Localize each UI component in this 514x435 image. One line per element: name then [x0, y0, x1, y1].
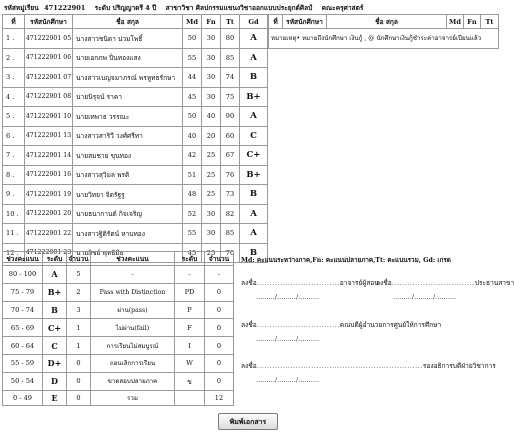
- student-row: [3, 107, 268, 127]
- student-md: 42: [183, 146, 202, 166]
- remarks-header-tt: Tt: [481, 15, 499, 29]
- student-tt: 80: [221, 29, 240, 49]
- student-tt: 67: [221, 146, 240, 166]
- remarks-header-fn: Fn: [464, 15, 481, 29]
- grade-letter: B+: [43, 283, 67, 301]
- grade-count: 1: [67, 319, 91, 337]
- student-row: [3, 48, 268, 68]
- student-grade: A: [240, 204, 268, 224]
- student-row: [3, 146, 268, 166]
- student-row: [3, 68, 268, 88]
- sign-label: ลงชื่อ: [241, 362, 257, 370]
- student-id: 471222901 07: [25, 68, 73, 88]
- student-grade: B: [240, 68, 268, 88]
- student-tt: 73: [221, 185, 240, 205]
- print-document-button[interactable]: พิมพ์เอกสาร: [218, 413, 278, 430]
- grade-code-count: -: [205, 266, 234, 284]
- sign-label: ลงชื่อ: [241, 279, 257, 287]
- student-grade: B: [240, 243, 268, 263]
- student-grade: A: [240, 48, 268, 68]
- grade-range: 75 - 79: [3, 283, 43, 301]
- remarks-header-name: ชื่อ สกุล: [327, 15, 447, 29]
- grade-count: 3: [67, 301, 91, 319]
- teacher-role: อาจารย์ผู้สอน: [339, 279, 379, 287]
- legend-block: [241, 255, 498, 265]
- student-md: 48: [183, 185, 202, 205]
- grade-summary-table: [2, 251, 234, 406]
- student-fn: 30: [202, 204, 221, 224]
- grade-code: P: [175, 301, 205, 319]
- grade-desc: Pass with Distinction: [91, 283, 175, 301]
- remarks-note-row: [269, 29, 499, 49]
- student-fn: 30: [202, 224, 221, 244]
- student-id: 471222901 20: [25, 204, 73, 224]
- student-grade: C+: [240, 146, 268, 166]
- sign-dots-extra: ................................: [339, 362, 423, 370]
- chair-signature-row: [376, 277, 514, 288]
- student-name: นางสาวเบญจมาภรณ์ พรหูทธรักษา: [73, 68, 183, 88]
- grade-code-count: 0: [205, 283, 234, 301]
- faculty: คณะครุศาสตร์: [321, 4, 364, 12]
- student-row: [3, 165, 268, 185]
- student-tt: 75: [221, 87, 240, 107]
- grade-letter: A: [43, 266, 67, 284]
- student-grade: B+: [240, 165, 268, 185]
- student-no: 3 .: [3, 68, 25, 88]
- grade-code: ข: [175, 372, 205, 390]
- grades-header-range2: ช่วงคะแนน: [91, 252, 175, 266]
- student-no: 10 .: [3, 204, 25, 224]
- student-no: 9 .: [3, 185, 25, 205]
- grade-row: [3, 354, 234, 372]
- student-tt: 82: [221, 204, 240, 224]
- total-sum: 12: [205, 390, 234, 405]
- col-header-gd: Gd: [240, 15, 268, 29]
- student-fn: 20: [202, 126, 221, 146]
- sign-dots: ................................: [391, 279, 475, 287]
- student-fn: 30: [202, 48, 221, 68]
- grades-header-range: ช่วงคะแนน: [3, 252, 43, 266]
- student-grade: B+: [240, 87, 268, 107]
- col-header-fn: Fn: [202, 15, 221, 29]
- student-fn: 40: [202, 107, 221, 127]
- student-grade: A: [240, 107, 268, 127]
- grades-header-count: จำนวน: [67, 252, 91, 266]
- student-name: นายนิรุจน์ ราคา: [73, 87, 183, 107]
- student-name: นายเอกภพ ปิ่นทองแสง: [73, 48, 183, 68]
- grade-code-count: 0: [205, 337, 234, 355]
- remarks-header-no: ที่: [269, 15, 283, 29]
- students-header-row: [3, 15, 268, 29]
- student-grade: A: [240, 224, 268, 244]
- student-no: 1 .: [3, 29, 25, 49]
- grades-header-grade2: ระดับ: [175, 252, 205, 266]
- grade-code-count: 0: [205, 301, 234, 319]
- student-no: 11 .: [3, 224, 25, 244]
- grade-row: [3, 337, 234, 355]
- student-tt: 74: [221, 68, 240, 88]
- registrar-signature-row: [241, 360, 496, 371]
- grade-count: 1: [67, 337, 91, 355]
- student-row: [3, 204, 268, 224]
- student-name: นางสาวสาริวี วงศ์ศรีทา: [73, 126, 183, 146]
- sign-dots: ................................: [256, 362, 340, 370]
- student-id: 471222901 10: [25, 107, 73, 127]
- center-signature-row: [241, 319, 441, 330]
- col-header-name: ชื่อ สกุล: [73, 15, 183, 29]
- grade-range: 60 - 64: [3, 337, 43, 355]
- grade-code: F: [175, 319, 205, 337]
- student-row: [3, 185, 268, 205]
- grades-header-row: [3, 252, 234, 266]
- student-id: 471222901 08: [25, 87, 73, 107]
- grade-code: -: [175, 266, 205, 284]
- student-md: 52: [183, 204, 202, 224]
- teacher-signature-row: [241, 277, 379, 288]
- student-name: นายวิทยา จิตรัฐรู: [73, 185, 183, 205]
- grade-range: 50 - 54: [3, 372, 43, 390]
- student-grade: A: [240, 29, 268, 49]
- teacher-date: ........./........./..........: [256, 293, 320, 301]
- grade-desc: -: [91, 266, 175, 284]
- student-tt: 85: [221, 48, 240, 68]
- student-id: 471222901 23: [25, 243, 73, 263]
- total-label: รวม: [91, 390, 175, 405]
- sign-dots: ................................: [256, 321, 340, 329]
- student-id: 471222901 05: [25, 29, 73, 49]
- student-fn: 30: [202, 29, 221, 49]
- remarks-header-id: รหัสนักศึกษา: [283, 15, 327, 29]
- grade-row: [3, 266, 234, 284]
- grades-total-row: [3, 390, 234, 405]
- col-header-no: ที่: [3, 15, 25, 29]
- remarks-note: หมายเหตุ• หมายถึงนักศึกษา เงินกู้ , @ นักศึกษาเงินกู้ชำระค่าอาจารย์เปียนแล้ว: [269, 29, 499, 49]
- registrar-role: รองอธิการบดีฝ่ายวิชาการ: [422, 362, 496, 370]
- student-row: [3, 29, 268, 49]
- grade-letter: D: [43, 372, 67, 390]
- student-no: 2 .: [3, 48, 25, 68]
- col-header-md: Md: [183, 15, 202, 29]
- grade-code-count: 0: [205, 372, 234, 390]
- chair-date: ........./........./..........: [393, 293, 457, 301]
- grade-letter: C+: [43, 319, 67, 337]
- student-no: 6 .: [3, 126, 25, 146]
- grade-code: PD: [175, 283, 205, 301]
- student-fn: 25: [202, 146, 221, 166]
- student-row: [3, 224, 268, 244]
- students-grade-table: [2, 14, 268, 263]
- student-name: นายเทพาธ วรรณะ: [73, 107, 183, 127]
- course-code-label: รหัสหมู่เรียน: [4, 4, 39, 12]
- grade-legend: Md: คะแนนระหว่างภาค,Fn: คะแนนปลายภาค,Tt: คะแนนรวม, Gd: เกรด: [241, 257, 451, 264]
- student-name: นายกิชย์ พุทธิมิธ: [73, 243, 183, 263]
- grade-letter: D+: [43, 354, 67, 372]
- remarks-table: [268, 14, 499, 49]
- grade-count: 0: [67, 354, 91, 372]
- registrar-date: ........./........./..........: [256, 376, 320, 384]
- grade-desc: ผ่าน(pass): [91, 301, 175, 319]
- student-row: [3, 126, 268, 146]
- grade-code: W: [175, 354, 205, 372]
- student-no: 5 .: [3, 107, 25, 127]
- student-no: 8 .: [3, 165, 25, 185]
- total-range: 0 - 49: [3, 390, 43, 405]
- grade-range: 80 - 100: [3, 266, 43, 284]
- student-name: นางสาวสุวิมล พรติ: [73, 165, 183, 185]
- student-md: 55: [183, 224, 202, 244]
- sign-label: ลงชื่อ: [376, 279, 392, 287]
- remarks-header-row: [269, 15, 499, 29]
- grade-desc: การเรียนไม่สมบูรณ์: [91, 337, 175, 355]
- student-fn: 30: [202, 87, 221, 107]
- student-tt: 85: [221, 224, 240, 244]
- student-fn: 25: [202, 243, 221, 263]
- student-tt: 70: [221, 243, 240, 263]
- grade-desc: ไม่ผ่าน(fail): [91, 319, 175, 337]
- student-tt: 60: [221, 126, 240, 146]
- grade-desc: ขาดสอบปลายภาค: [91, 372, 175, 390]
- student-md: 50: [183, 29, 202, 49]
- grade-count: 2: [67, 283, 91, 301]
- level: ระดับ ปริญญาตรี 4 ปี: [94, 4, 157, 12]
- chair-role: ประธานสาขา: [474, 279, 514, 287]
- student-id: 471222901 22: [25, 224, 73, 244]
- grade-count: 0: [67, 372, 91, 390]
- sign-label: ลงชื่อ: [241, 321, 257, 329]
- grade-code-count: 0: [205, 319, 234, 337]
- student-md: 45: [183, 243, 202, 263]
- student-md: 51: [183, 165, 202, 185]
- student-id: 471222901 16: [25, 165, 73, 185]
- page-header: [4, 2, 496, 13]
- student-name: นางสาวฐิติรัตน์ หาบทอง: [73, 224, 183, 244]
- student-grade: B: [240, 185, 268, 205]
- grade-row: [3, 372, 234, 390]
- grades-header-grade: ระดับ: [43, 252, 67, 266]
- course-code: 471222901: [44, 4, 86, 12]
- col-header-tt: Tt: [221, 15, 240, 29]
- student-tt: 90: [221, 107, 240, 127]
- student-id: 471222901 13: [25, 126, 73, 146]
- student-fn: 25: [202, 165, 221, 185]
- center-date: ........./........./..........: [256, 335, 320, 343]
- student-md: 45: [183, 87, 202, 107]
- student-name: นายสมชาย ขุนทอง: [73, 146, 183, 166]
- grade-code: I: [175, 337, 205, 355]
- center-role: คณบดีผู้อำนวยการศูนย์ให้การศึกษา: [339, 321, 442, 329]
- student-no: 7 .: [3, 146, 25, 166]
- grade-range: 70 - 74: [3, 301, 43, 319]
- student-name: นางสาวชนิดา น่วมโพธิ์: [73, 29, 183, 49]
- grade-letter: B: [43, 301, 67, 319]
- total-grade: E: [43, 390, 67, 405]
- grades-header-count2: จำนวน: [205, 252, 234, 266]
- student-no: 4 .: [3, 87, 25, 107]
- grade-row: [3, 301, 234, 319]
- grade-count: 5: [67, 266, 91, 284]
- student-md: 40: [183, 126, 202, 146]
- sign-dots: ................................: [256, 279, 340, 287]
- student-md: 50: [183, 107, 202, 127]
- col-header-id: รหัสนักศึกษา: [25, 15, 73, 29]
- student-id: 471222901 19: [25, 185, 73, 205]
- student-md: 55: [183, 48, 202, 68]
- total-count: 0: [67, 390, 91, 405]
- grade-row: [3, 283, 234, 301]
- total-empty: [175, 390, 205, 405]
- student-md: 44: [183, 68, 202, 88]
- grade-range: 55 - 59: [3, 354, 43, 372]
- student-tt: 76: [221, 165, 240, 185]
- grade-letter: C: [43, 337, 67, 355]
- student-grade: C: [240, 126, 268, 146]
- student-id: 471222901 06: [25, 48, 73, 68]
- grade-range: 65 - 69: [3, 319, 43, 337]
- grade-code-count: 0: [205, 354, 234, 372]
- student-row: [3, 87, 268, 107]
- major: สาขาวิชา ศิลปกรรมแขนงวิชาออกแบบประยุกต์ศิลป์: [165, 4, 313, 12]
- student-name: นายธนากานต์ กิจเจริญ: [73, 204, 183, 224]
- student-no: 12 .: [3, 243, 25, 263]
- student-fn: 30: [202, 68, 221, 88]
- student-fn: 25: [202, 185, 221, 205]
- grade-desc: ถอนเลิกการเรียน: [91, 354, 175, 372]
- grade-row: [3, 319, 234, 337]
- student-id: 471222901 14: [25, 146, 73, 166]
- remarks-header-md: Md: [447, 15, 464, 29]
